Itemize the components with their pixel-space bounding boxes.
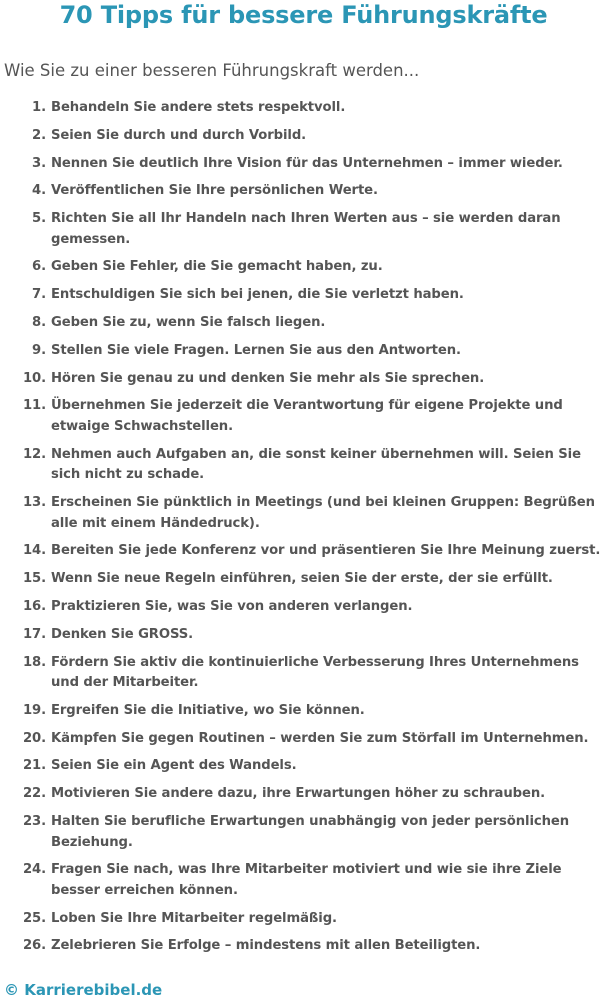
tip-item xyxy=(0,154,607,175)
tip-text: Nennen Sie deutlich Ihre Vision für das Unternehmen – immer wieder. xyxy=(51,155,563,171)
tip-text: Erscheinen Sie pünktlich in Meetings (und bei kleinen Gruppen: Begrüßen alle mit einem Händedruck). xyxy=(51,495,595,531)
tip-item xyxy=(0,729,607,750)
tip-text: Entschuldigen Sie sich bei jenen, die Sie verletzt haben. xyxy=(51,287,464,303)
tip-number: 24. xyxy=(22,862,46,878)
tip-item xyxy=(0,396,607,437)
tips-list xyxy=(0,98,607,964)
tip-item xyxy=(0,860,607,901)
tip-item xyxy=(0,209,607,250)
tip-number: 26. xyxy=(22,938,46,954)
tip-text: Praktizieren Sie, was Sie von anderen verlangen. xyxy=(51,598,413,614)
tip-number: 9. xyxy=(32,342,46,358)
tip-number: 10. xyxy=(22,370,46,386)
tip-number: 11. xyxy=(22,398,46,414)
tip-number: 18. xyxy=(22,654,46,670)
tip-text: Kämpfen Sie gegen Routinen – werden Sie zum Störfall im Unternehmen. xyxy=(51,730,589,746)
tip-item xyxy=(0,569,607,590)
tip-number: 4. xyxy=(32,183,46,199)
tip-item xyxy=(0,701,607,722)
tip-item xyxy=(0,909,607,930)
tip-number: 13. xyxy=(22,495,46,511)
tip-text: Seien Sie ein Agent des Wandels. xyxy=(51,758,297,774)
tip-text: Richten Sie all Ihr Handeln nach Ihren Werten aus – sie werden daran gemessen. xyxy=(51,211,561,247)
tip-number: 21. xyxy=(22,758,46,774)
tip-number: 5. xyxy=(32,211,46,227)
tip-item xyxy=(0,653,607,694)
tip-number: 16. xyxy=(22,598,46,614)
tip-text: Halten Sie berufliche Erwartungen unabhängig von jeder persönlichen Beziehung. xyxy=(51,814,569,850)
tip-item xyxy=(0,341,607,362)
page-title: 70 Tipps für bessere Führungskräfte xyxy=(59,1,548,29)
tip-number: 15. xyxy=(22,571,46,587)
tip-number: 23. xyxy=(22,814,46,830)
tip-number: 20. xyxy=(22,730,46,746)
tip-number: 25. xyxy=(22,910,46,926)
tip-number: 14. xyxy=(22,543,46,559)
tip-item xyxy=(0,936,607,957)
tip-item xyxy=(0,756,607,777)
tip-text: Stellen Sie viele Fragen. Lernen Sie aus den Antworten. xyxy=(51,342,461,358)
tip-item xyxy=(0,625,607,646)
tip-number: 17. xyxy=(22,626,46,642)
tip-text: Zelebrieren Sie Erfolge – mindestens mit allen Beteiligten. xyxy=(51,938,481,954)
tip-number: 6. xyxy=(32,259,46,275)
tip-number: 7. xyxy=(32,287,46,303)
tip-number: 19. xyxy=(22,702,46,718)
tip-text: Geben Sie zu, wenn Sie falsch liegen. xyxy=(51,315,326,331)
tip-item xyxy=(0,493,607,534)
tip-text: Denken Sie GROSS. xyxy=(51,626,194,642)
tip-text: Wenn Sie neue Regeln einführen, seien Sie der erste, der sie erfüllt. xyxy=(51,571,553,587)
tip-number: 2. xyxy=(32,127,46,143)
tip-item xyxy=(0,445,607,486)
tip-item xyxy=(0,812,607,853)
tip-item xyxy=(0,285,607,306)
tip-text: Seien Sie durch und durch Vorbild. xyxy=(51,127,307,143)
tip-item xyxy=(0,597,607,618)
tip-text: Geben Sie Fehler, die Sie gemacht haben, zu. xyxy=(51,259,383,275)
tip-number: 22. xyxy=(22,786,46,802)
tip-number: 1. xyxy=(32,100,46,115)
tip-text: Fragen Sie nach, was Ihre Mitarbeiter motiviert und wie sie ihre Ziele besser erreichen können. xyxy=(51,862,562,898)
copyright-footer: © Karrierebibel.de xyxy=(4,981,163,999)
tip-text: Bereiten Sie jede Konferenz vor und präsentieren Sie Ihre Meinung zuerst. xyxy=(51,543,601,559)
tip-text: Motivieren Sie andere dazu, ihre Erwartungen höher zu schrauben. xyxy=(51,786,546,802)
tip-text: Behandeln Sie andere stets respektvoll. xyxy=(51,100,346,115)
tip-text: Hören Sie genau zu und denken Sie mehr als Sie sprechen. xyxy=(51,370,485,386)
tip-item xyxy=(0,369,607,390)
tip-item xyxy=(0,181,607,202)
page-subtitle: Wie Sie zu einer besseren Führungskraft werden... xyxy=(4,61,420,80)
tip-number: 8. xyxy=(32,315,46,331)
tip-number: 3. xyxy=(32,155,46,171)
tip-text: Fördern Sie aktiv die kontinuierliche Verbesserung Ihres Unternehmens und der Mitarbeiter. xyxy=(51,654,579,691)
tip-text: Loben Sie Ihre Mitarbeiter regelmäßig. xyxy=(51,910,337,926)
tip-number: 12. xyxy=(22,446,46,462)
tip-text: Veröffentlichen Sie Ihre persönlichen Werte. xyxy=(51,183,378,199)
tip-item xyxy=(0,784,607,805)
tip-item xyxy=(0,541,607,562)
tip-item xyxy=(0,257,607,278)
tip-item xyxy=(0,313,607,334)
tip-text: Übernehmen Sie jederzeit die Verantwortung für eigene Projekte und etwaige Schwachstellen. xyxy=(51,398,563,434)
tip-item xyxy=(0,98,607,119)
tip-text: Nehmen auch Aufgaben an, die sonst keiner übernehmen will. Seien Sie sich nicht zu schade. xyxy=(51,446,581,483)
tip-item xyxy=(0,126,607,147)
tip-text: Ergreifen Sie die Initiative, wo Sie können. xyxy=(51,702,365,718)
